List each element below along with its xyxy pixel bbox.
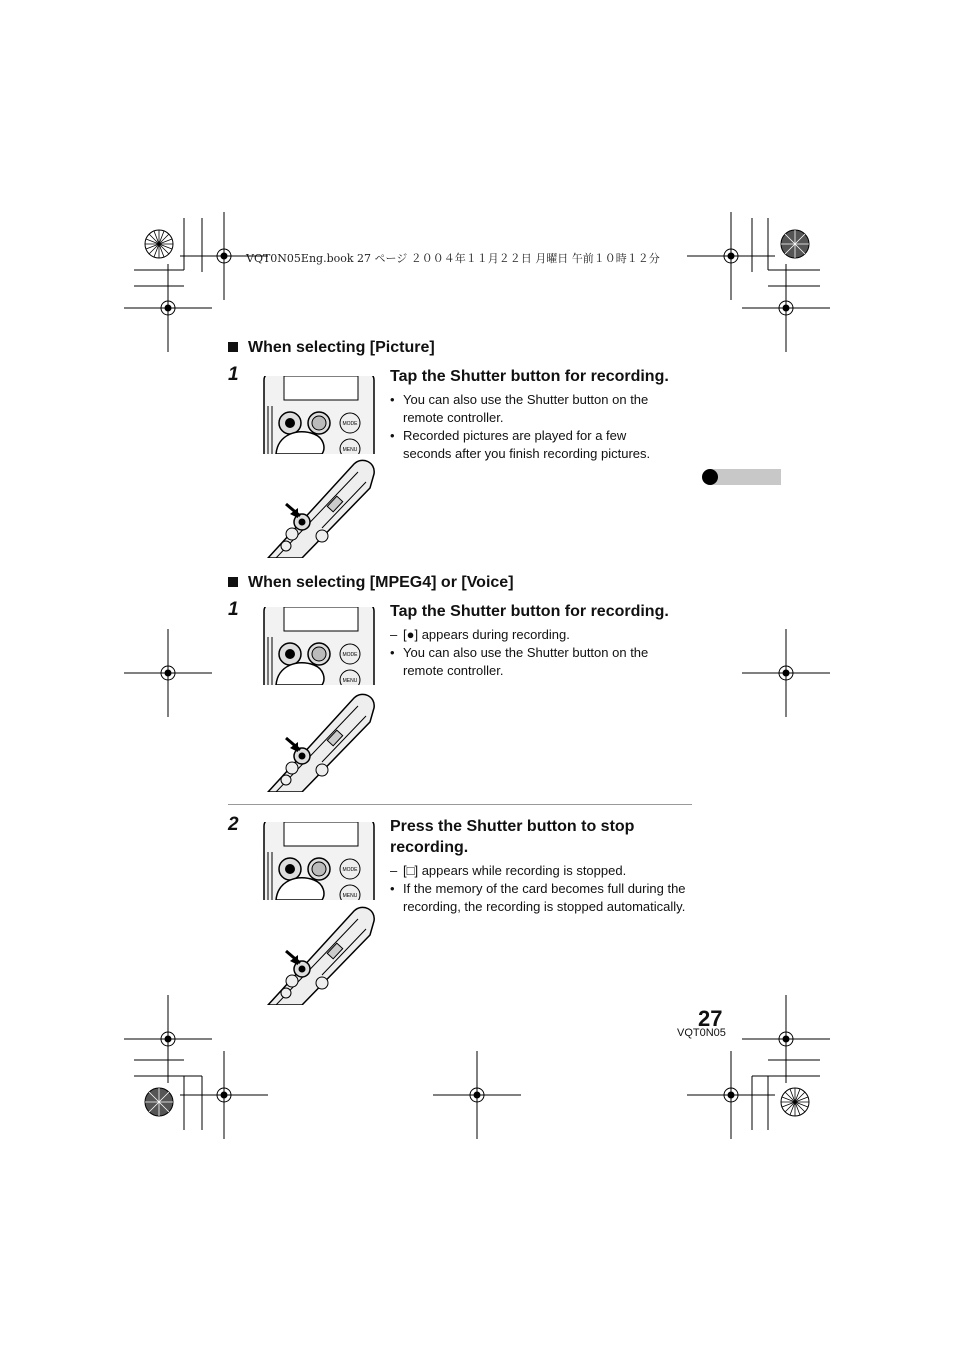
svg-text:MENU: MENU [342,893,358,899]
square-bullet-icon [228,577,238,587]
step-title: Tap the Shutter button for recording. [390,603,669,620]
document-code: VQT0N05 [677,1027,726,1039]
svg-text:MODE: MODE [342,421,358,427]
print-header: VQT0N05Eng.book 27 ページ ２００４年１１月２２日 月曜日 午前１０時１２分 [246,252,660,265]
step-notes [390,626,672,680]
step-notes [390,862,690,916]
divider [228,804,692,805]
step-number: 1 [228,599,239,620]
svg-text:MODE: MODE [342,867,358,873]
illustration-camera-back [262,822,376,905]
step-title: Tap the Shutter button for recording. [390,368,669,385]
step-notes [390,391,672,463]
step-title: Press the Shutter button to stop recording. [390,818,635,856]
list-item: – [●] appears during recording. [390,627,570,642]
svg-text:MENU: MENU [342,447,358,453]
list-item: • If the memory of the card becomes full during the recording, the recording is stopped automatically. [390,881,686,914]
list-item: • You can also use the Shutter button on the remote controller. [390,645,649,678]
page-number: 27 [698,1006,723,1031]
illustration-camera-back [262,607,376,690]
section-title-mpeg4-voice: When selecting [MPEG4] or [Voice] [228,574,514,592]
step-number: 2 [228,814,239,835]
illustration-camera-back [262,376,376,459]
step-number: 1 [228,364,239,385]
section-title-picture: When selecting [Picture] [228,339,435,357]
illustration-camera-side [262,692,378,797]
svg-text:MENU: MENU [342,678,358,684]
list-item: – [□] appears while recording is stopped. [390,863,627,878]
section-tab [702,469,781,485]
illustration-camera-side [262,458,378,563]
list-item: • You can also use the Shutter button on the remote controller. [390,392,649,425]
list-item: • Recorded pictures are played for a few seconds after you finish recording pictures. [390,428,651,461]
illustration-camera-side [262,905,378,1010]
svg-text:MODE: MODE [342,652,358,658]
square-bullet-icon [228,342,238,352]
